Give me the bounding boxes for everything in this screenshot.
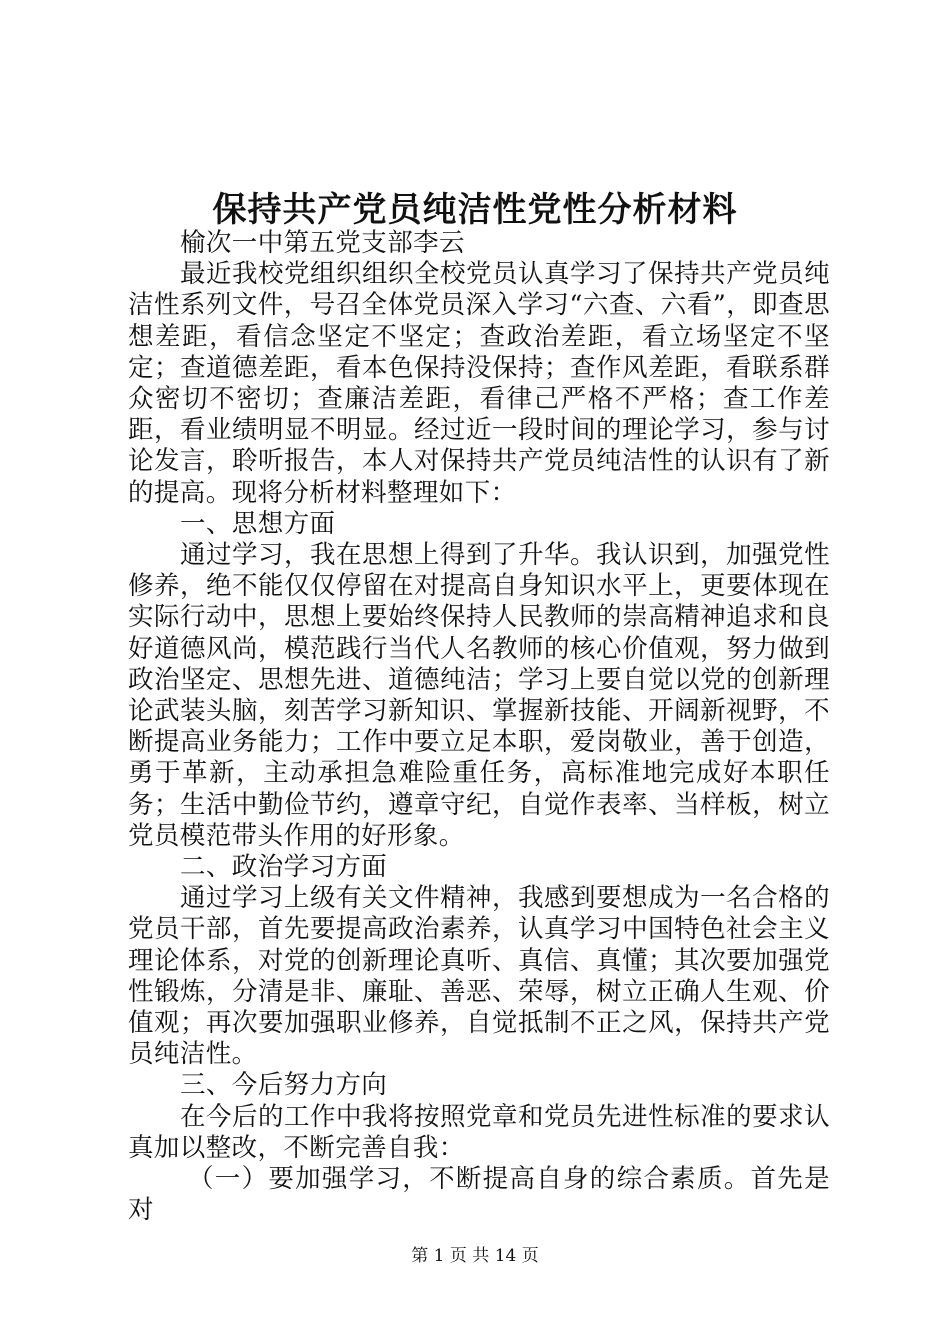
paragraph-item-one: （一）要加强学习，不断提高自身的综合素质。首先是对 [128,1164,830,1226]
author-line: 榆次一中第五党支部李云 [180,228,465,258]
document-title: 保持共产党员纯洁性党性分析材料 [212,190,738,230]
paragraph-future: 在今后的工作中我将按照党章和党员先进性标准的要求认真加以整改，不断完善自我： [128,1101,830,1163]
paragraph-political: 通过学习上级有关文件精神，我感到要想成为一名合格的党员干部，首先要提高政治素养，认真学习中国特色社会主义理论体系，对党的创新理论真听、真信、真懂；其次要加强党性锻炼，分清是非、廉耻、善恶、荣辱，树立正确人生观、价值观；再次要加强职业修养，自觉抵制不正之风，保持共产党员纯洁性。 [128,883,830,1070]
section-heading-future: 三、今后努力方向 [180,1070,388,1101]
paragraph-thought: 通过学习，我在思想上得到了升华。我认识到，加强党性修养，绝不能仅仅停留在对提高自身知识水平上，更要体现在实际行动中，思想上要始终保持人民教师的崇高精神追求和良好道德风尚，模范践行当代人名教师的核心价值观，努力做到政治坚定、思想先进、道德纯洁；学习上要自觉以党的创新理论武装头脑，刻苦学习新知识、掌握新技能、开阔新视野，不断提高业务能力；工作中要立足本职，爱岗敬业，善于创造，勇于革新，主动承担急难险重任务，高标准地完成好本职任务；生活中勤俭节约，遵章守纪，自觉作表率、当样板，树立党员模范带头作用的好形象。 [128,540,830,851]
page-footer: 第 1 页 共 14 页 [411,1246,539,1266]
paragraph-intro: 最近我校党组织组织全校党员认真学习了保持共产党员纯洁性系列文件，号召全体党员深入学习“六查、六看”，即查思想差距，看信念坚定不坚定；查政治差距，看立场坚定不坚定；查道德差距，看本色保持没保持；查作风差距，看联系群众密切不密切；查廉洁差距，看律己严格不严格；查工作差距，看业绩明显不明显。经过近一段时间的理论学习，参与讨论发言，聆听报告，本人对保持共产党员纯洁性的认识有了新的提高。现将分析材料整理如下： [128,259,830,508]
section-heading-thought: 一、思想方面 [180,508,336,539]
section-heading-political: 二、政治学习方面 [180,852,388,883]
document-body [128,228,830,1227]
